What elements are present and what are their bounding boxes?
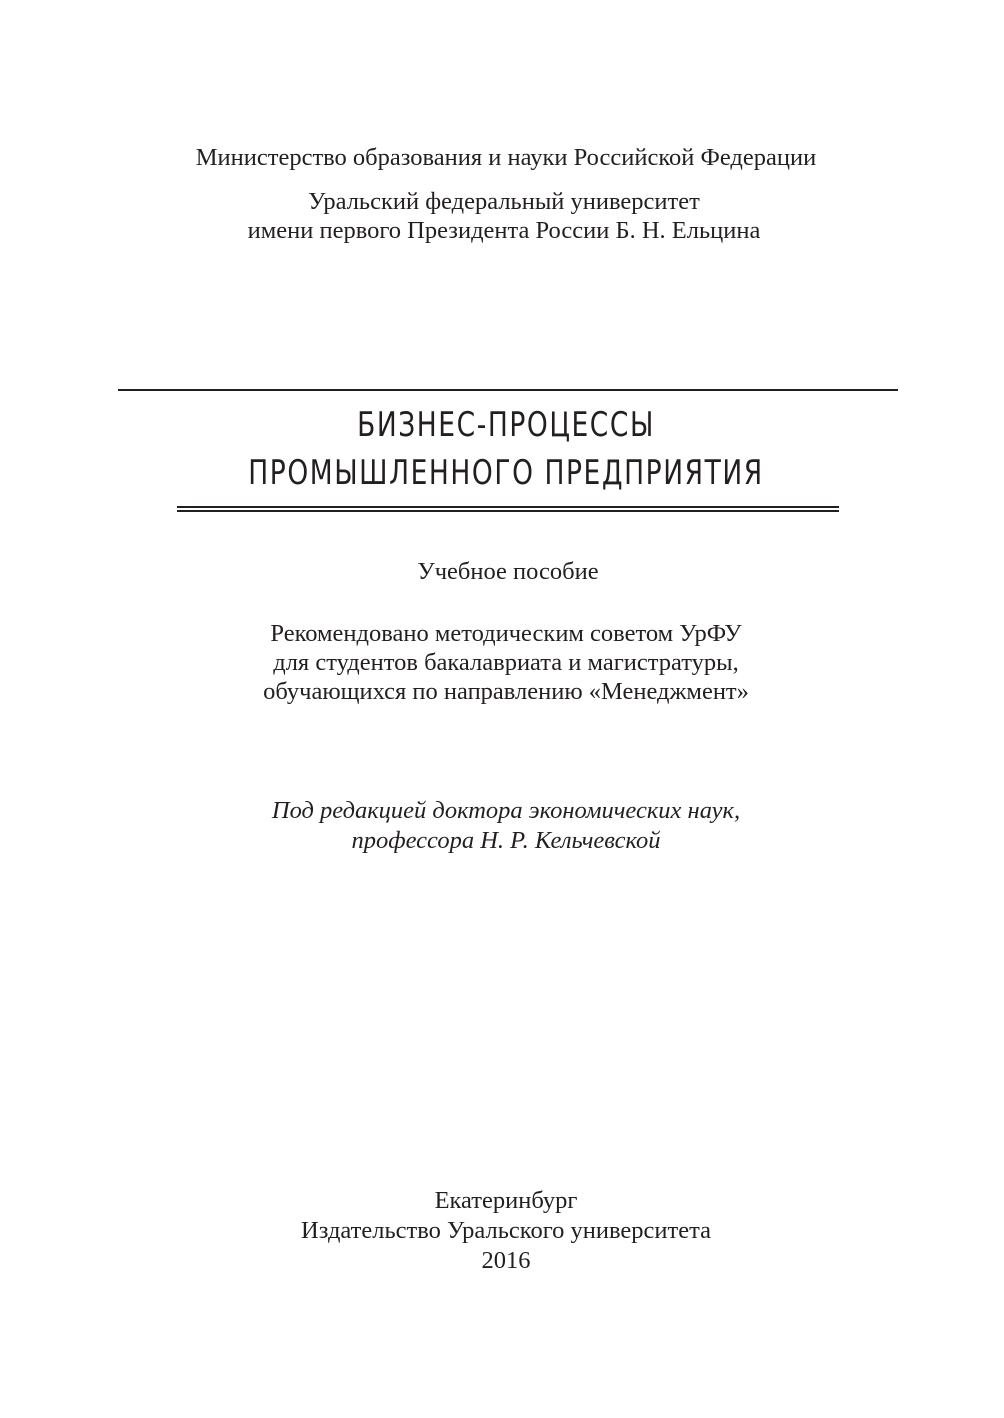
ministry-line: Министерство образования и науки Российской Федерации: [195, 144, 817, 171]
university-line-1: Уральский федеральный университет: [308, 188, 700, 215]
university-line-2: имени первого Президента России Б. Н. Ельцина: [247, 217, 761, 244]
book-title-line-1: БИЗНЕС-ПРОЦЕССЫ: [357, 405, 655, 445]
imprint-year: 2016: [481, 1247, 531, 1274]
editor-line-2: профессора Н. Р. Кельчевской: [351, 827, 661, 854]
recommendation-line-2: для студентов бакалавриата и магистратуры,: [273, 649, 739, 676]
book-subtitle: Учебное пособие: [417, 558, 599, 585]
bottom-rule-upper: [177, 506, 839, 508]
top-rule: [118, 389, 898, 391]
recommendation-line-1: Рекомендовано методическим советом УрФУ: [270, 620, 742, 647]
imprint-publisher: Издательство Уральского университета: [301, 1217, 711, 1244]
recommendation-line-3: обучающихся по направлению «Менеджмент»: [263, 678, 749, 705]
editor-line-1: Под редакцией доктора экономических наук,: [271, 797, 741, 824]
imprint-city: Екатеринбург: [434, 1187, 578, 1214]
book-title-line-2: ПРОМЫШЛЕННОГО ПРЕДПРИЯТИЯ: [248, 453, 764, 493]
bottom-rule-lower: [177, 510, 839, 512]
